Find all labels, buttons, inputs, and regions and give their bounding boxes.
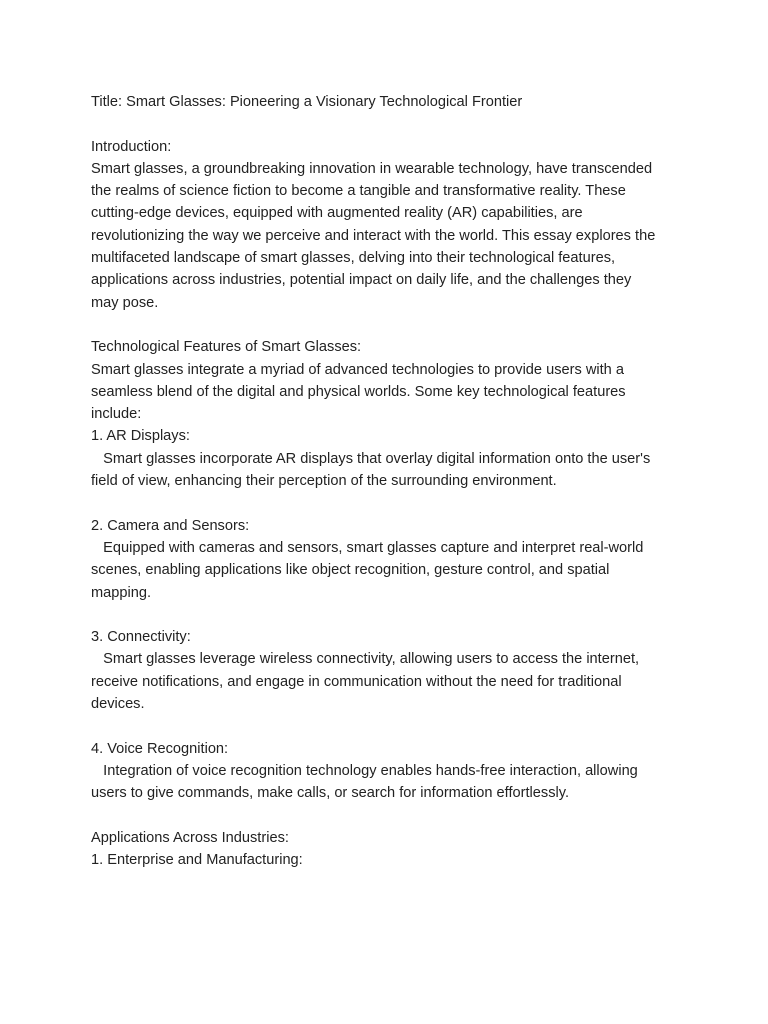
- section-applications: [91, 827, 681, 872]
- paragraph-line: receive notifications, and engage in communication without the need for traditional: [91, 673, 622, 690]
- list-item-label: 2. Camera and Sensors:: [91, 517, 250, 534]
- paragraph-line: Integration of voice recognition technology enables hands-free interaction, allowing: [91, 762, 638, 779]
- section-heading: Applications Across Industries:: [91, 829, 289, 846]
- paragraph-line: include:: [91, 406, 142, 423]
- section-introduction: [91, 136, 681, 314]
- list-item-label: 1. AR Displays:: [91, 428, 190, 445]
- paragraph-line: revolutionizing the way we perceive and interact with the world. This essay explores the: [91, 227, 656, 244]
- paragraph-line: the realms of science fiction to become a tangible and transformative reality. These: [91, 183, 626, 200]
- blank-line: [91, 604, 681, 626]
- paragraph-line: users to give commands, make calls, or search for information effortlessly.: [91, 785, 569, 802]
- section-technological-features: [91, 336, 681, 804]
- paragraph-line: Smart glasses leverage wireless connectivity, allowing users to access the internet,: [91, 651, 640, 668]
- paragraph-line: mapping.: [91, 584, 152, 601]
- blank-line: [91, 113, 681, 135]
- paragraph-line: Smart glasses incorporate AR displays that overlay digital information onto the user's: [91, 450, 651, 467]
- blank-line: [91, 314, 681, 336]
- blank-line: [91, 715, 681, 737]
- blank-line: [91, 805, 681, 827]
- paragraph-line: applications across industries, potential impact on daily life, and the challenges they: [91, 272, 632, 289]
- section-heading: Introduction:: [91, 138, 172, 155]
- paragraph-line: Equipped with cameras and sensors, smart glasses capture and interpret real-world: [91, 539, 644, 556]
- paragraph-line: Smart glasses integrate a myriad of advanced technologies to provide users with a: [91, 361, 624, 378]
- list-item-voice-recognition: [91, 738, 681, 805]
- paragraph-line: seamless blend of the digital and physical worlds. Some key technological features: [91, 383, 626, 400]
- paragraph-line: devices.: [91, 696, 145, 713]
- paragraph-line: Smart glasses, a groundbreaking innovation in wearable technology, have transcended: [91, 160, 653, 177]
- paragraph-line: multifaceted landscape of smart glasses, delving into their technological features,: [91, 250, 616, 267]
- list-item-label: 1. Enterprise and Manufacturing:: [91, 852, 303, 869]
- list-item-label: 4. Voice Recognition:: [91, 740, 229, 757]
- paragraph-line: scenes, enabling applications like object recognition, gesture control, and spatial: [91, 562, 610, 579]
- paragraph-line: may pose.: [91, 294, 159, 311]
- paragraph-line: field of view, enhancing their perception of the surrounding environment.: [91, 473, 557, 490]
- section-heading: Technological Features of Smart Glasses:: [91, 339, 362, 356]
- document-title: Title: Smart Glasses: Pioneering a Visionary Technological Frontier: [91, 94, 523, 110]
- list-item-ar-displays: [91, 425, 681, 492]
- blank-line: [91, 492, 681, 514]
- document-page: [91, 91, 681, 871]
- list-item-camera-sensors: [91, 515, 681, 604]
- paragraph-line: cutting-edge devices, equipped with augmented reality (AR) capabilities, are: [91, 205, 583, 222]
- list-item-connectivity: [91, 626, 681, 715]
- list-item-label: 3. Connectivity:: [91, 629, 191, 646]
